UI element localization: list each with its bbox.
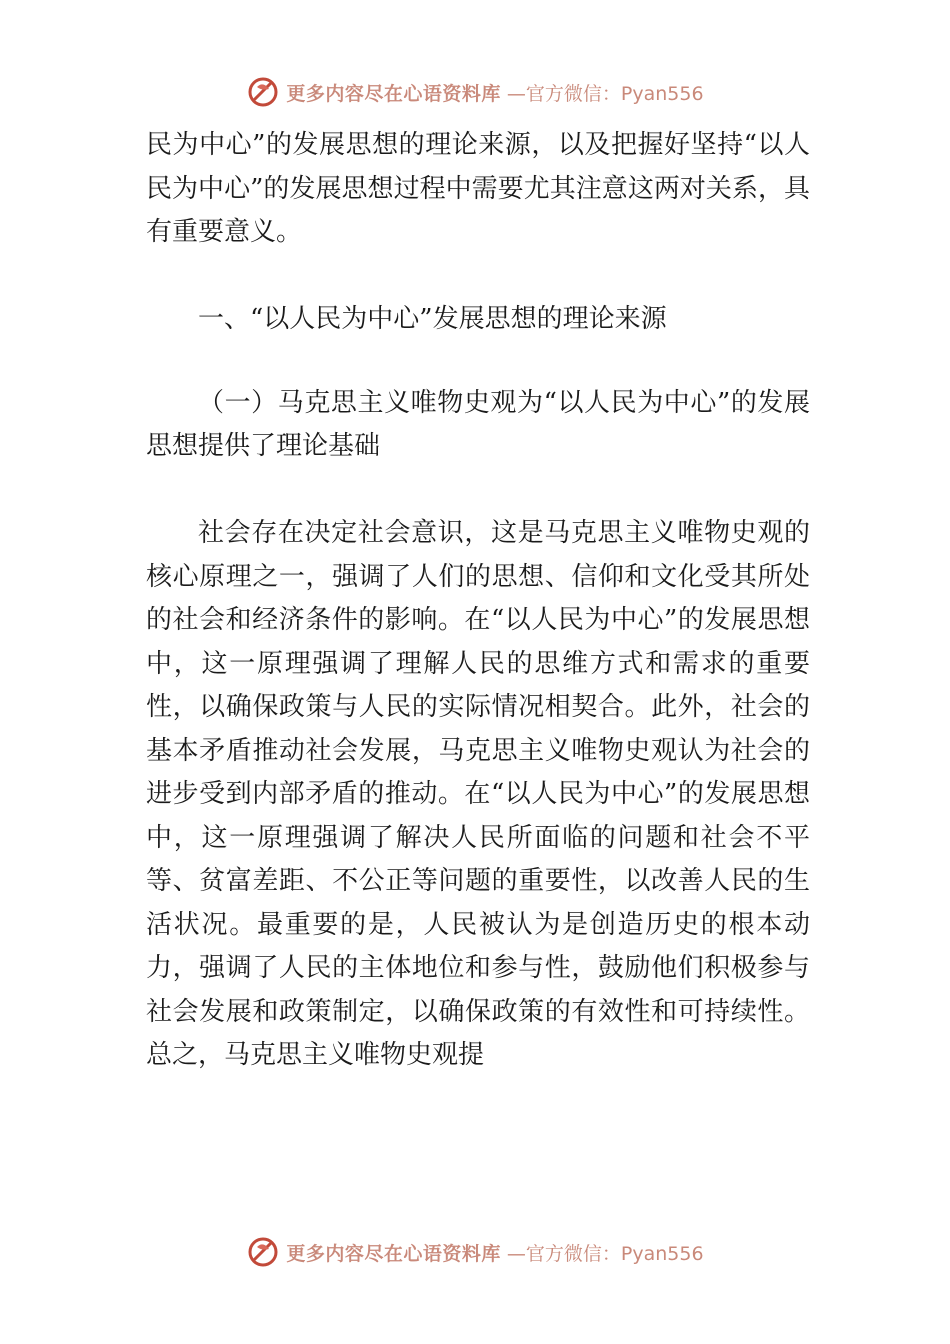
footer-banner bbox=[0, 1232, 950, 1272]
body-paragraph: 社会存在决定社会意识，这是马克思主义唯物史观的核心原理之一，强调了人们的思想、信仰和文化受其所处的社会和经济条件的影响。在“以人民为中心”的发展思想中，这一原理强调了理解人民的思维方式和需求的重要性，以确保政策与人民的实际情况相契合。此外，社会的基本矛盾推动社会发展，马克思主义唯物史观认为社会的进步受到内部矛盾的推动。在“以人民为中心”的发展思想中，这一原理强调了解决人民所面临的问题和社会不平等、贫富差距、不公正等问题的重要性，以改善人民的生活状况。最重要的是，人民被认为是创造历史的根本动力，强调了人民的主体地位和参与性，鼓励他们积极参与社会发展和政策制定，以确保政策的有效性和可持续性。总之，马克思主义唯物史观提 bbox=[146, 518, 810, 1070]
section-heading: 一、“以人民为中心”发展思想的理论来源 bbox=[198, 304, 667, 334]
document-body bbox=[146, 124, 810, 1078]
subsection-heading: （一）马克思主义唯物史观为“以人民为中心”的发展思想提供了理论基础 bbox=[146, 387, 810, 461]
intro-paragraph: 民为中心”的发展思想的理论来源，以及把握好坚持“以人民为中心”的发展思想过程中需要尤其注意这两对关系，具有重要意义。 bbox=[146, 130, 810, 247]
banner-slogan: 更多内容尽在心语资料库 bbox=[286, 1242, 501, 1265]
flower-pen-logo-icon bbox=[246, 1235, 280, 1269]
header-banner bbox=[0, 72, 950, 112]
banner-wechat: —官方微信：Pyan556 bbox=[506, 1242, 704, 1265]
banner-slogan: 更多内容尽在心语资料库 bbox=[286, 82, 501, 105]
flower-pen-logo-icon bbox=[246, 75, 280, 109]
banner-wechat: —官方微信：Pyan556 bbox=[506, 82, 704, 105]
